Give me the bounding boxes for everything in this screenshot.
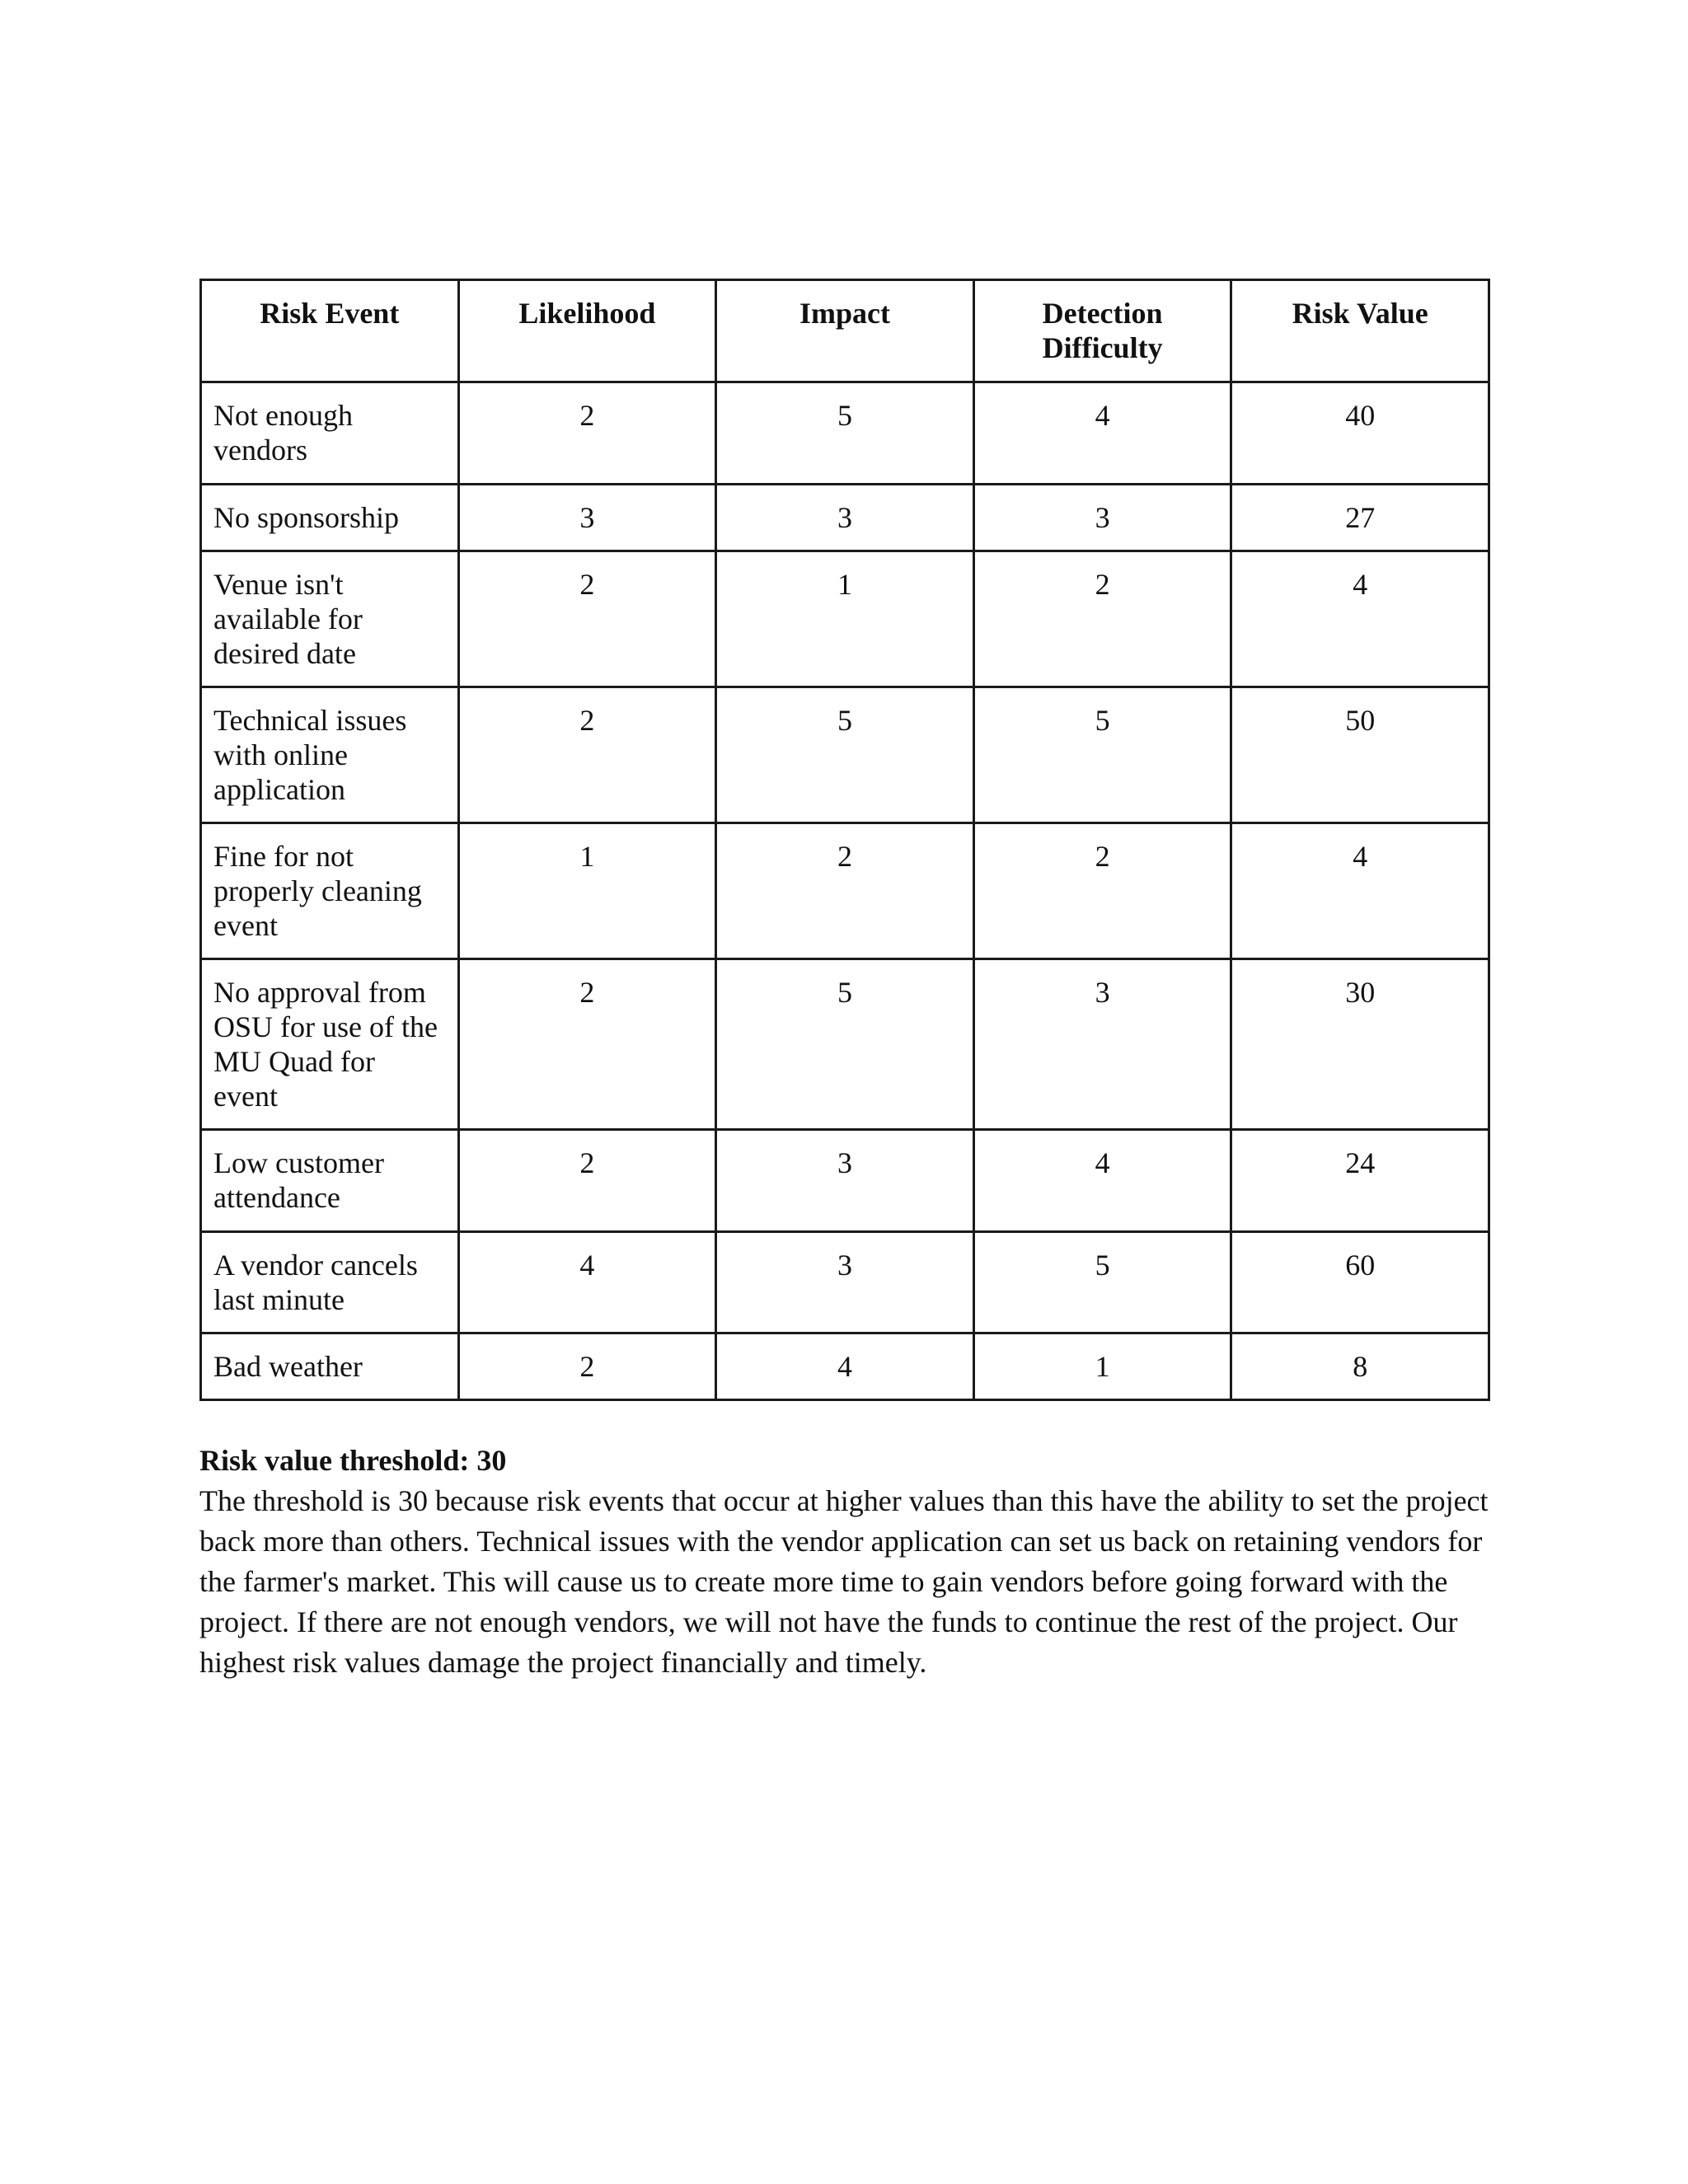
header-impact: Impact — [716, 280, 974, 382]
threshold-section — [199, 1441, 1490, 1683]
impact-cell: 3 — [716, 485, 974, 551]
table-row — [201, 959, 1489, 1130]
impact-cell: 2 — [716, 823, 974, 959]
risk-value-cell: 8 — [1231, 1333, 1489, 1400]
risk-event-cell: Fine for not properly cleaning event — [201, 823, 459, 959]
detection-cell: 2 — [973, 823, 1231, 959]
risk-event-cell: No approval from OSU for use of the MU Quad for event — [201, 959, 459, 1130]
risk-value-cell: 4 — [1231, 551, 1489, 687]
table-row — [201, 1333, 1489, 1400]
table-row — [201, 485, 1489, 551]
header-row — [201, 280, 1489, 382]
table-row — [201, 1232, 1489, 1333]
table-row — [201, 823, 1489, 959]
risk-value-cell: 4 — [1231, 823, 1489, 959]
risk-event-cell: A vendor cancels last minute — [201, 1232, 459, 1333]
risk-value-cell: 40 — [1231, 382, 1489, 485]
risk-value-cell: 30 — [1231, 959, 1489, 1130]
threshold-heading: Risk value threshold: 30 — [199, 1444, 507, 1477]
likelihood-cell: 2 — [458, 1130, 716, 1232]
header-risk-value: Risk Value — [1231, 280, 1489, 382]
risk-table-header — [201, 280, 1489, 382]
detection-cell: 3 — [973, 959, 1231, 1130]
table-row — [201, 1130, 1489, 1232]
header-likelihood: Likelihood — [458, 280, 716, 382]
risk-table — [199, 279, 1490, 1401]
risk-event-cell: Low customer attendance — [201, 1130, 459, 1232]
table-row — [201, 551, 1489, 687]
header-detection-difficulty: Detection Difficulty — [973, 280, 1231, 382]
header-risk-event: Risk Event — [201, 280, 459, 382]
impact-cell: 3 — [716, 1130, 974, 1232]
risk-event-cell: No sponsorship — [201, 485, 459, 551]
likelihood-cell: 2 — [458, 551, 716, 687]
detection-cell: 1 — [973, 1333, 1231, 1400]
impact-cell: 5 — [716, 382, 974, 485]
impact-cell: 3 — [716, 1232, 974, 1333]
detection-cell: 5 — [973, 1232, 1231, 1333]
likelihood-cell: 1 — [458, 823, 716, 959]
impact-cell: 5 — [716, 959, 974, 1130]
risk-event-cell: Venue isn't available for desired date — [201, 551, 459, 687]
impact-cell: 5 — [716, 687, 974, 823]
likelihood-cell: 3 — [458, 485, 716, 551]
likelihood-cell: 2 — [458, 1333, 716, 1400]
risk-event-cell: Bad weather — [201, 1333, 459, 1400]
detection-cell: 2 — [973, 551, 1231, 687]
detection-cell: 4 — [973, 1130, 1231, 1232]
likelihood-cell: 2 — [458, 382, 716, 485]
risk-table-body — [201, 382, 1489, 1400]
likelihood-cell: 4 — [458, 1232, 716, 1333]
risk-event-cell: Not enough vendors — [201, 382, 459, 485]
threshold-paragraph: The threshold is 30 because risk events that occur at higher values than this have the ability to set the project back more than others. Technical issues with the vendor application can set us back on retaining vendors for the farmer's market. This will cause us to create more time to gain vendors before going forward with the project. If there are not enough vendors, we will not have the funds to continue the rest of the project. Our highest risk values damage the project financially and timely. — [199, 1484, 1489, 1679]
risk-value-cell: 50 — [1231, 687, 1489, 823]
detection-cell: 5 — [973, 687, 1231, 823]
risk-value-cell: 27 — [1231, 485, 1489, 551]
impact-cell: 1 — [716, 551, 974, 687]
detection-cell: 4 — [973, 382, 1231, 485]
risk-value-cell: 24 — [1231, 1130, 1489, 1232]
risk-event-cell: Technical issues with online application — [201, 687, 459, 823]
likelihood-cell: 2 — [458, 959, 716, 1130]
likelihood-cell: 2 — [458, 687, 716, 823]
table-row — [201, 382, 1489, 485]
risk-value-cell: 60 — [1231, 1232, 1489, 1333]
table-row — [201, 687, 1489, 823]
detection-cell: 3 — [973, 485, 1231, 551]
impact-cell: 4 — [716, 1333, 974, 1400]
